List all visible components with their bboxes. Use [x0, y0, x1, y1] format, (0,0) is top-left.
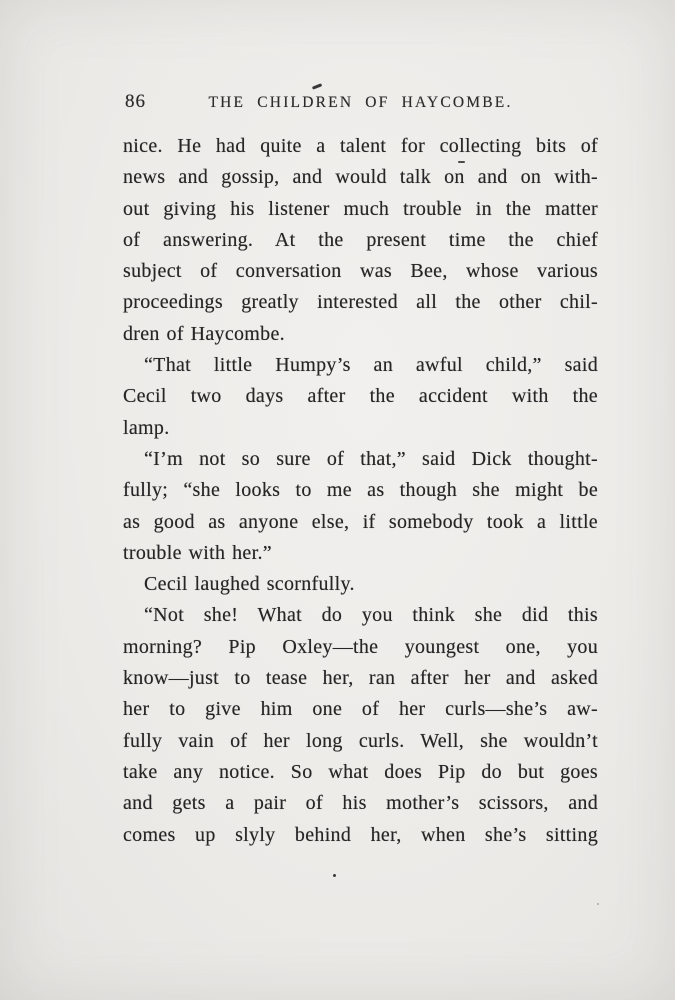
text-line: comes up slyly behind her, when she’s sitting	[123, 823, 598, 846]
text-line: fully; “she looks to me as though she might be	[123, 479, 598, 502]
text-line: Cecil two days after the accident with the	[123, 385, 598, 408]
text-line: “That little Humpy’s an awful child,” said	[144, 354, 598, 377]
text-line: news and gossip, and would talk on and on with-	[123, 166, 598, 189]
ink-speck	[458, 161, 465, 163]
text-line: know—just to tease her, ran after her and asked	[123, 667, 598, 690]
ink-mark	[312, 83, 322, 89]
text-line: “Not she! What do you think she did this	[144, 604, 598, 627]
text-line: nice. He had quite a talent for collecting bits of	[123, 135, 598, 157]
text-line: and gets a pair of his mother’s scissors, and	[123, 792, 598, 815]
page-header	[123, 92, 598, 114]
ink-speck-faint	[597, 903, 599, 905]
text-line: “I’m not so sure of that,” said Dick thought-	[144, 447, 598, 470]
text-line: dren of Haycombe.	[123, 322, 285, 345]
text-line: proceedings greatly interested all the other chil-	[123, 291, 598, 314]
ink-dot	[333, 874, 336, 877]
text-line: subject of conversation was Bee, whose various	[123, 260, 598, 283]
text-line: morning? Pip Oxley—the youngest one, you	[123, 635, 598, 658]
text-line: as good as anyone else, if somebody took a little	[123, 510, 598, 533]
text-line: Cecil laughed scornfully.	[144, 573, 355, 596]
text-line: trouble with her.”	[123, 541, 272, 564]
page-number: 86	[125, 91, 146, 112]
text-line: fully vain of her long curls. Well, she wouldn’t	[123, 729, 598, 752]
running-title: THE CHILDREN OF HAYCOMBE.	[208, 94, 513, 111]
text-line: take any notice. So what does Pip do but goes	[123, 760, 598, 783]
text-block	[123, 131, 598, 851]
text-line: her to give him one of her curls—she’s aw-	[123, 698, 598, 721]
text-line: lamp.	[123, 416, 170, 439]
text-line: of answering. At the present time the chief	[123, 228, 598, 251]
text-line: out giving his listener much trouble in the matter	[123, 197, 598, 220]
